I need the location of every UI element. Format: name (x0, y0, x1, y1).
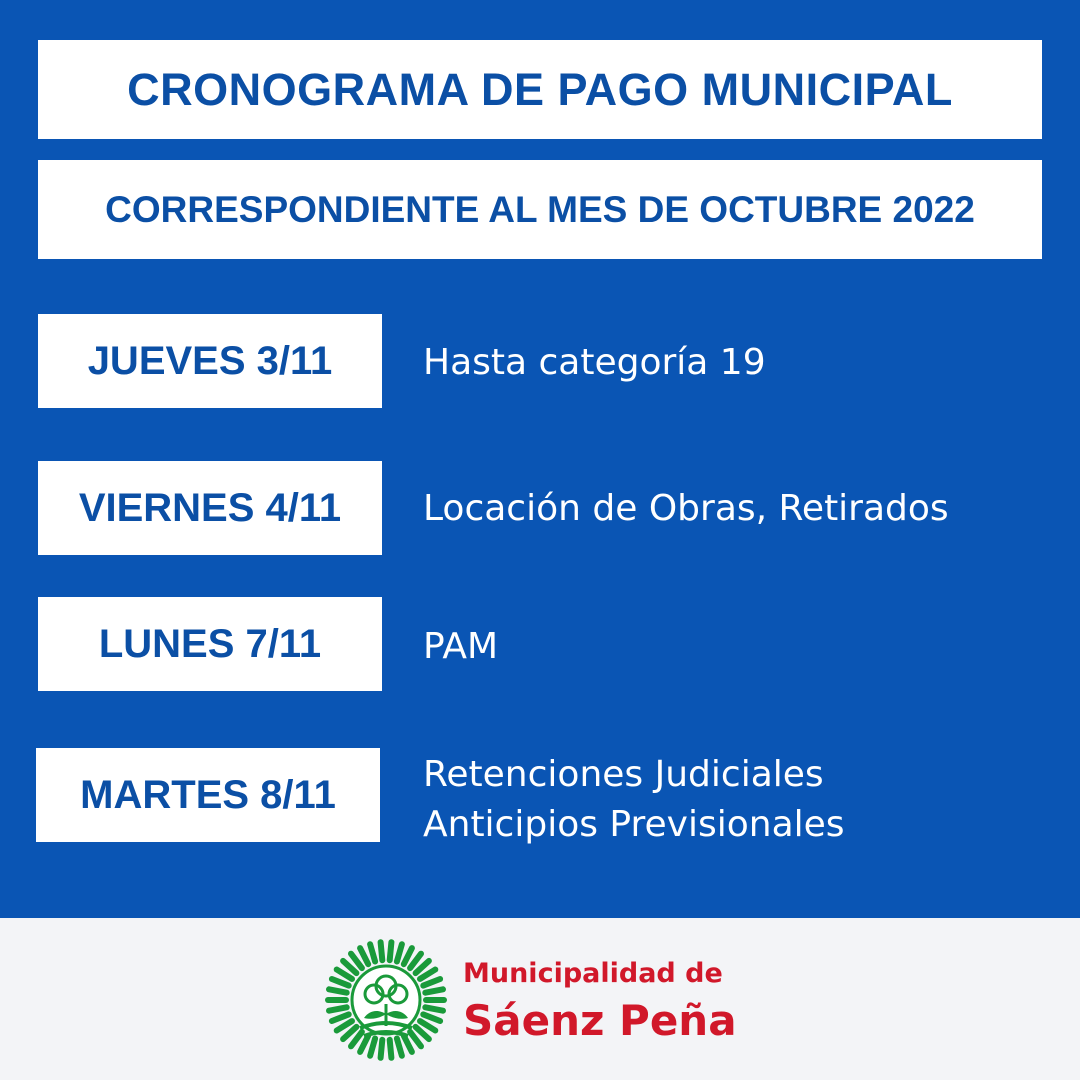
schedule-desc-jueves: Hasta categoría 19 (423, 342, 766, 383)
schedule-day-lunes: LUNES 7/11 (38, 597, 382, 691)
schedule-desc-viernes: Locación de Obras, Retirados (423, 488, 949, 529)
schedule-desc-martes-line1: Retenciones Judiciales (423, 754, 824, 795)
page-subtitle: CORRESPONDIENTE AL MES DE OCTUBRE 2022 (38, 160, 1042, 259)
schedule-day-martes: MARTES 8/11 (36, 748, 380, 842)
schedule-day-viernes: VIERNES 4/11 (38, 461, 382, 555)
page-title: CRONOGRAMA DE PAGO MUNICIPAL (38, 40, 1042, 139)
schedule-day-jueves: JUEVES 3/11 (38, 314, 382, 408)
cotton-flower-sun-icon (322, 938, 450, 1062)
brand-name-line1: Municipalidad de (463, 958, 723, 989)
brand-name-line2: Sáenz Peña (463, 996, 737, 1045)
schedule-desc-martes-line2: Anticipios Previsionales (423, 804, 845, 845)
schedule-desc-lunes: PAM (423, 626, 499, 667)
